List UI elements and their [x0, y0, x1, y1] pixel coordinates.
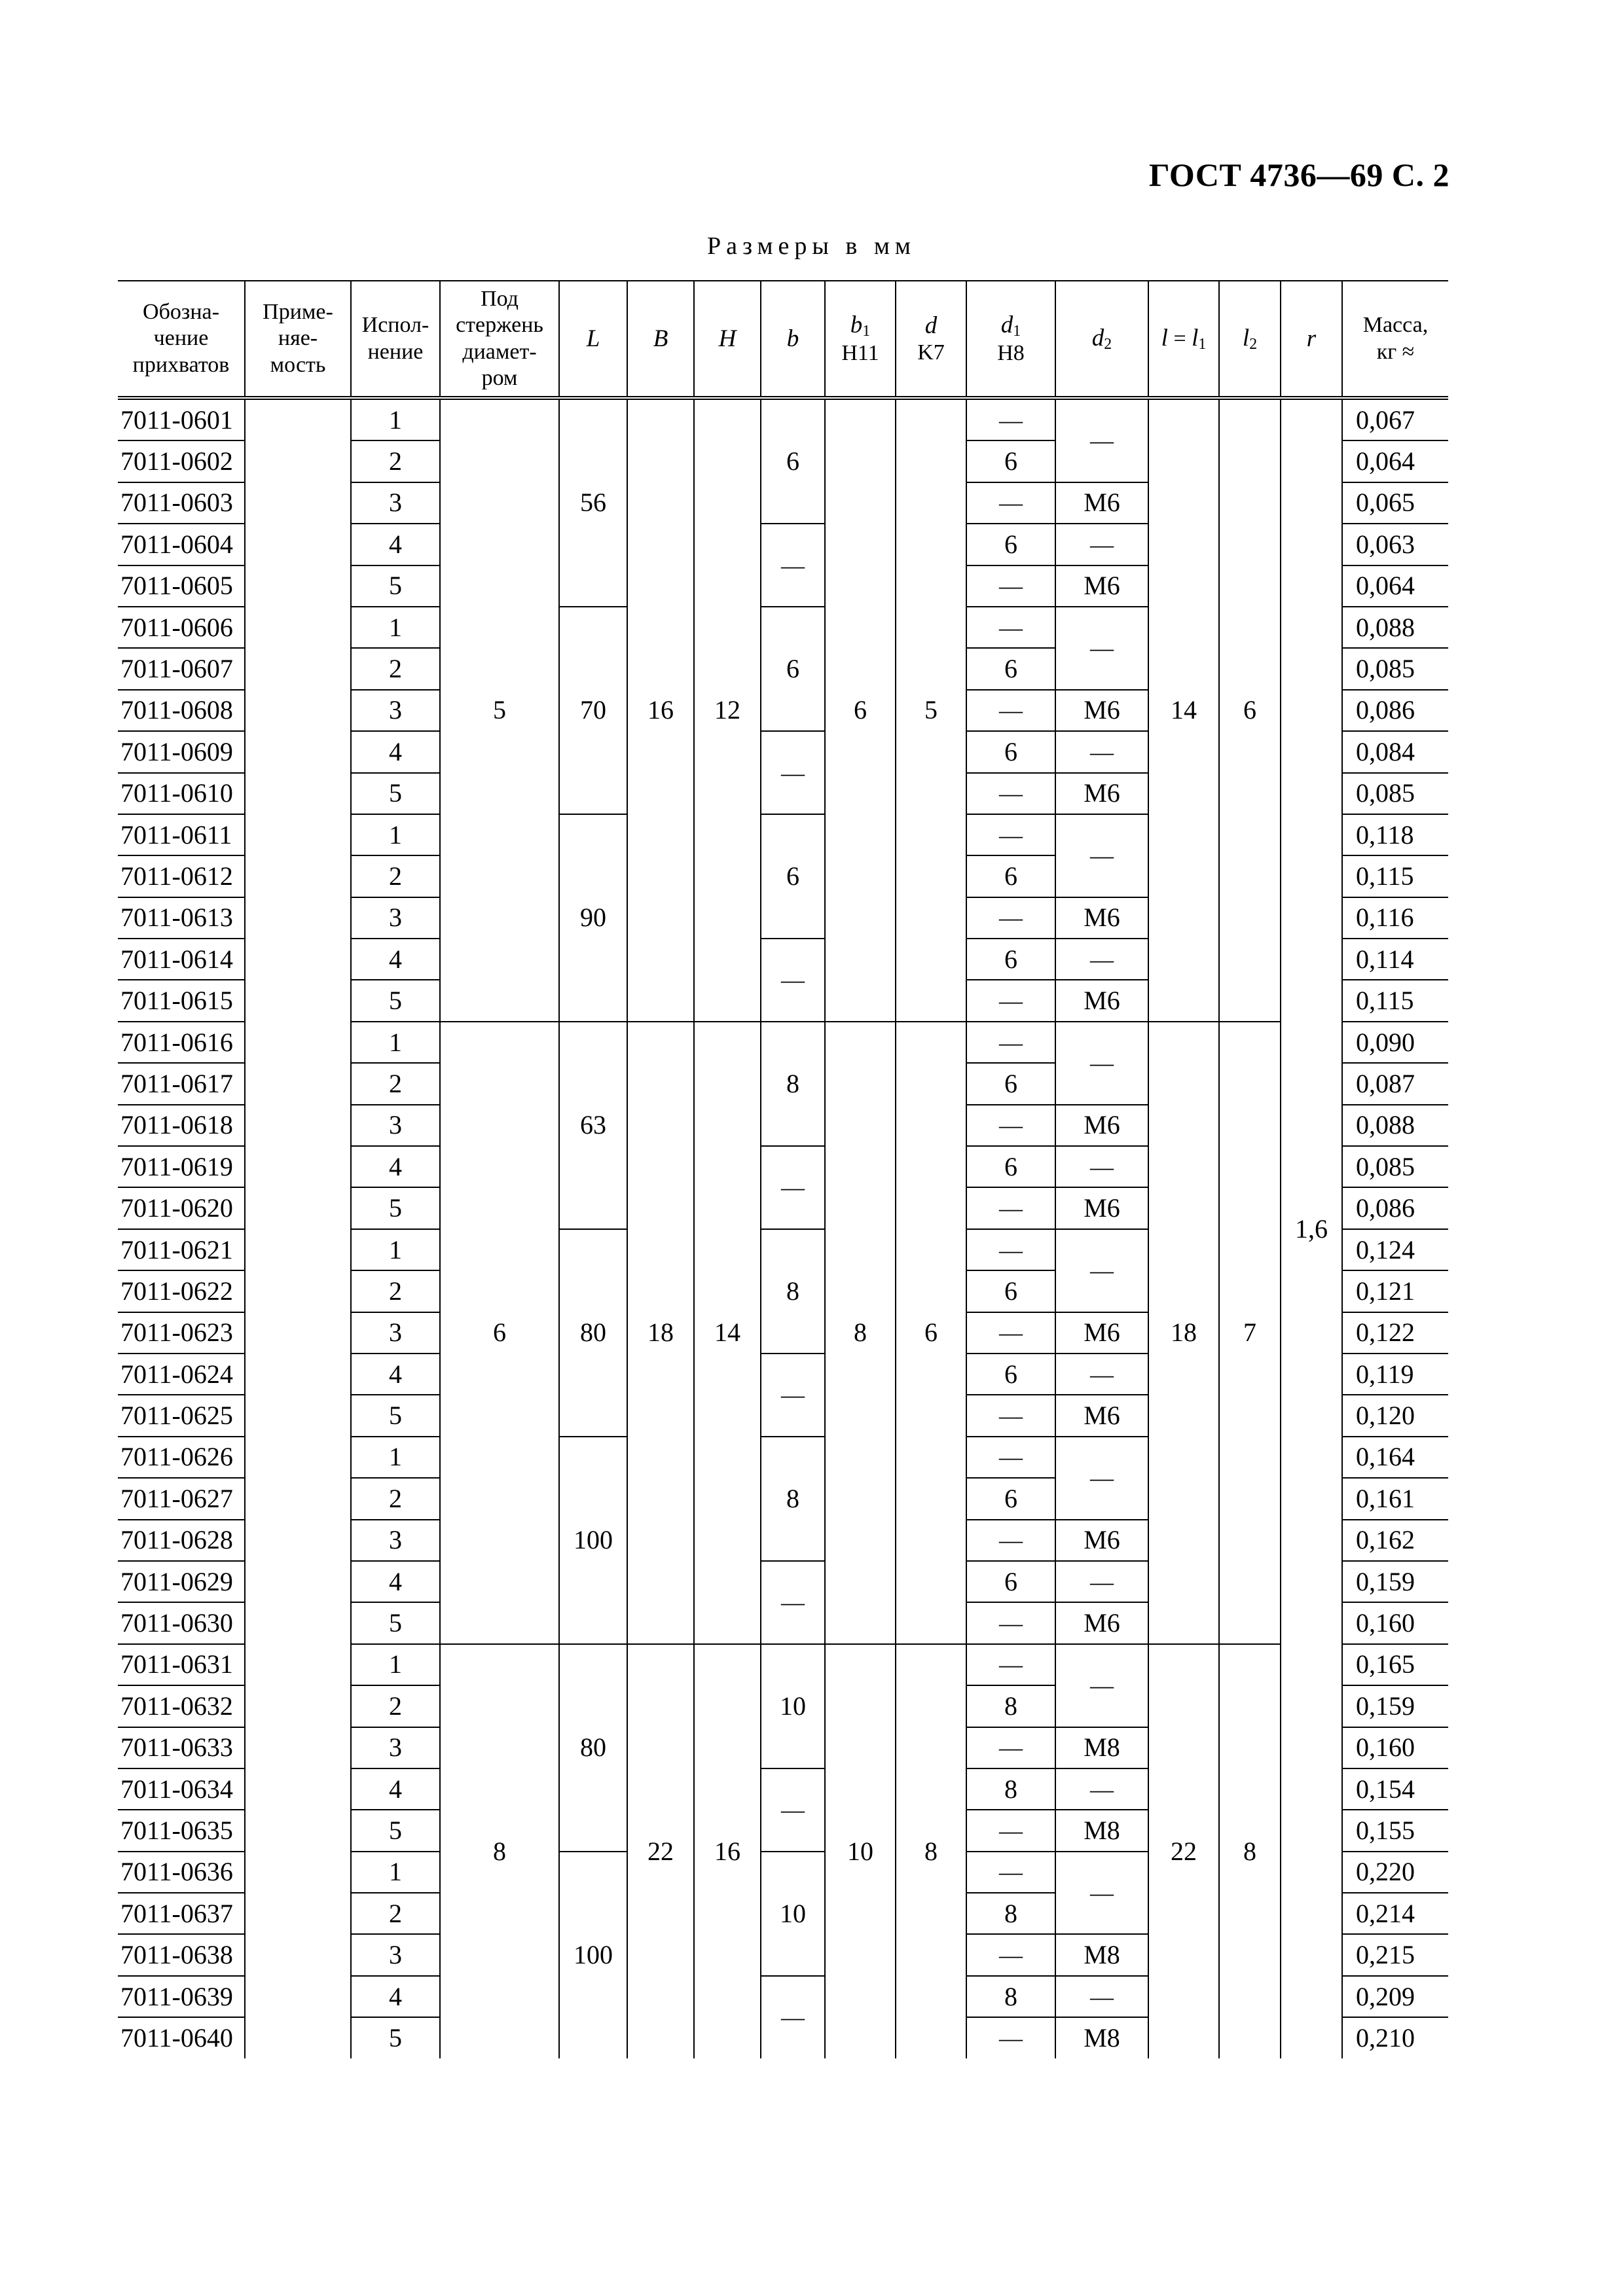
cell-d2: — — [1055, 1354, 1148, 1395]
col-H: H — [694, 281, 761, 398]
cell-b: — — [761, 1768, 825, 1852]
cell-d2: — — [1055, 607, 1148, 690]
cell-mass: 0,220 — [1342, 1852, 1448, 1893]
cell-d2: М6 — [1055, 1602, 1148, 1643]
cell-d1: 6 — [966, 648, 1055, 689]
cell-d1: — — [966, 2017, 1055, 2058]
cell-version: 2 — [351, 1478, 440, 1519]
cell-designation: 7011-0608 — [118, 690, 245, 731]
cell-d2: — — [1055, 1561, 1148, 1602]
cell-mass: 0,087 — [1342, 1063, 1448, 1104]
cell-b: 6 — [761, 814, 825, 939]
cell-d1: 6 — [966, 1478, 1055, 1519]
cell-b1: 6 — [825, 398, 896, 1022]
cell-designation: 7011-0635 — [118, 1810, 245, 1851]
cell-d2: М6 — [1055, 1312, 1148, 1354]
cell-d2: — — [1055, 1229, 1148, 1312]
cell-d1: — — [966, 1395, 1055, 1436]
cell-mass: 0,160 — [1342, 1602, 1448, 1643]
cell-d2: М6 — [1055, 565, 1148, 607]
cell-l: 18 — [1148, 1022, 1219, 1644]
cell-d2: — — [1055, 1644, 1148, 1727]
cell-version: 5 — [351, 773, 440, 814]
cell-version: 4 — [351, 1561, 440, 1602]
cell-d1: 6 — [966, 1270, 1055, 1312]
cell-designation: 7011-0631 — [118, 1644, 245, 1685]
cell-mass: 0,214 — [1342, 1893, 1448, 1934]
cell-designation: 7011-0604 — [118, 524, 245, 565]
cell-version: 1 — [351, 1644, 440, 1685]
cell-mass: 0,085 — [1342, 773, 1448, 814]
cell-l2: 6 — [1219, 398, 1281, 1022]
col-applicability: Приме- няе- мость — [245, 281, 351, 398]
cell-d1: — — [966, 482, 1055, 524]
cell-d1: 8 — [966, 1685, 1055, 1727]
cell-d1: 6 — [966, 939, 1055, 980]
cell-d1: 6 — [966, 731, 1055, 772]
cell-d1: — — [966, 1644, 1055, 1685]
cell-d1: — — [966, 897, 1055, 939]
cell-b: — — [761, 1561, 825, 1644]
cell-mass: 0,088 — [1342, 1105, 1448, 1146]
cell-mass: 0,114 — [1342, 939, 1448, 980]
cell-version: 4 — [351, 524, 440, 565]
cell-designation: 7011-0633 — [118, 1727, 245, 1768]
col-B: B — [627, 281, 694, 398]
cell-designation: 7011-0613 — [118, 897, 245, 939]
cell-version: 2 — [351, 1685, 440, 1727]
cell-d2: — — [1055, 731, 1148, 772]
cell-d2: — — [1055, 1976, 1148, 2017]
col-designation: Обозна- чение прихватов — [118, 281, 245, 398]
cell-designation: 7011-0603 — [118, 482, 245, 524]
cell-d1: — — [966, 1852, 1055, 1893]
cell-mass: 0,159 — [1342, 1685, 1448, 1727]
cell-mass: 0,088 — [1342, 607, 1448, 648]
cell-d2: М6 — [1055, 1105, 1148, 1146]
col-d: d K7 — [896, 281, 966, 398]
cell-mass: 0,115 — [1342, 980, 1448, 1021]
cell-H: 16 — [694, 1644, 761, 2058]
cell-d1: — — [966, 814, 1055, 855]
cell-designation: 7011-0640 — [118, 2017, 245, 2058]
cell-version: 3 — [351, 1520, 440, 1561]
cell-version: 1 — [351, 607, 440, 648]
cell-b: 8 — [761, 1022, 825, 1146]
cell-d2: — — [1055, 814, 1148, 897]
cell-r: 1,6 — [1281, 398, 1342, 2058]
page-header: ГОСТ 4736—69 С. 2 — [1148, 156, 1450, 193]
cell-designation: 7011-0634 — [118, 1768, 245, 1810]
cell-version: 3 — [351, 1105, 440, 1146]
cell-mass: 0,064 — [1342, 565, 1448, 607]
cell-d2: — — [1055, 939, 1148, 980]
cell-d1: — — [966, 690, 1055, 731]
cell-designation: 7011-0630 — [118, 1602, 245, 1643]
cell-l2: 7 — [1219, 1022, 1281, 1644]
cell-mass: 0,064 — [1342, 440, 1448, 482]
cell-version: 4 — [351, 731, 440, 772]
cell-version: 4 — [351, 1146, 440, 1187]
cell-mass: 0,119 — [1342, 1354, 1448, 1395]
cell-d1: — — [966, 1727, 1055, 1768]
cell-version: 5 — [351, 1187, 440, 1229]
cell-d1: — — [966, 1520, 1055, 1561]
cell-version: 3 — [351, 690, 440, 731]
cell-applicability — [245, 398, 351, 2058]
cell-designation: 7011-0639 — [118, 1976, 245, 2017]
cell-mass: 0,210 — [1342, 2017, 1448, 2058]
cell-designation: 7011-0615 — [118, 980, 245, 1021]
cell-version: 3 — [351, 1727, 440, 1768]
cell-rod-diameter: 6 — [440, 1022, 559, 1644]
cell-version: 1 — [351, 1022, 440, 1063]
cell-version: 2 — [351, 440, 440, 482]
cell-mass: 0,086 — [1342, 1187, 1448, 1229]
cell-d2: М6 — [1055, 1187, 1148, 1229]
cell-mass: 0,084 — [1342, 731, 1448, 772]
cell-L: 80 — [559, 1229, 627, 1437]
cell-b1: 8 — [825, 1022, 896, 1644]
table-row — [118, 398, 1448, 440]
cell-d1: — — [966, 1105, 1055, 1146]
col-l: $l = l_1$ — [1148, 281, 1219, 398]
cell-d2: М8 — [1055, 1727, 1148, 1768]
cell-b: — — [761, 524, 825, 607]
cell-version: 5 — [351, 980, 440, 1021]
cell-version: 4 — [351, 1976, 440, 2017]
cell-version: 5 — [351, 1602, 440, 1643]
cell-mass: 0,065 — [1342, 482, 1448, 524]
cell-d2: — — [1055, 524, 1148, 565]
cell-version: 2 — [351, 855, 440, 897]
cell-d: 6 — [896, 1022, 966, 1644]
cell-d2: М8 — [1055, 1810, 1148, 1851]
cell-version: 2 — [351, 648, 440, 689]
cell-d2: М6 — [1055, 482, 1148, 524]
cell-b: — — [761, 1976, 825, 2058]
cell-b: 10 — [761, 1852, 825, 1976]
cell-version: 5 — [351, 2017, 440, 2058]
cell-L: 63 — [559, 1022, 627, 1229]
cell-l2: 8 — [1219, 1644, 1281, 2058]
cell-mass: 0,121 — [1342, 1270, 1448, 1312]
cell-d1: 6 — [966, 1561, 1055, 1602]
cell-version: 2 — [351, 1270, 440, 1312]
cell-version: 4 — [351, 1354, 440, 1395]
cell-designation: 7011-0637 — [118, 1893, 245, 1934]
col-L: L — [559, 281, 627, 398]
cell-d: 5 — [896, 398, 966, 1022]
cell-version: 3 — [351, 1312, 440, 1354]
cell-b: 8 — [761, 1229, 825, 1354]
col-rod-diameter: Под стержень диамет- ром — [440, 281, 559, 398]
cell-B: 18 — [627, 1022, 694, 1644]
cell-version: 1 — [351, 1852, 440, 1893]
cell-version: 1 — [351, 1229, 440, 1270]
cell-designation: 7011-0628 — [118, 1520, 245, 1561]
cell-version: 5 — [351, 1810, 440, 1851]
cell-mass: 0,160 — [1342, 1727, 1448, 1768]
cell-designation: 7011-0614 — [118, 939, 245, 980]
cell-designation: 7011-0612 — [118, 855, 245, 897]
cell-mass: 0,118 — [1342, 814, 1448, 855]
col-mass: Масса, кг ≈ — [1342, 281, 1448, 398]
cell-designation: 7011-0621 — [118, 1229, 245, 1270]
cell-designation: 7011-0609 — [118, 731, 245, 772]
col-d1: $d_1$ H8 — [966, 281, 1055, 398]
cell-d2: — — [1055, 1022, 1148, 1105]
cell-mass: 0,165 — [1342, 1644, 1448, 1685]
cell-mass: 0,085 — [1342, 648, 1448, 689]
cell-designation: 7011-0627 — [118, 1478, 245, 1519]
cell-d1: 6 — [966, 1354, 1055, 1395]
cell-designation: 7011-0618 — [118, 1105, 245, 1146]
cell-mass: 0,090 — [1342, 1022, 1448, 1063]
cell-d2: М6 — [1055, 897, 1148, 939]
cell-b: — — [761, 731, 825, 814]
cell-d1: — — [966, 398, 1055, 440]
cell-d2: — — [1055, 1146, 1148, 1187]
cell-version: 4 — [351, 939, 440, 980]
cell-version: 2 — [351, 1063, 440, 1104]
cell-d1: 6 — [966, 1063, 1055, 1104]
cell-designation: 7011-0626 — [118, 1437, 245, 1478]
cell-designation: 7011-0638 — [118, 1934, 245, 1975]
cell-mass: 0,155 — [1342, 1810, 1448, 1851]
cell-d1: — — [966, 773, 1055, 814]
cell-d1: 6 — [966, 440, 1055, 482]
cell-d2: — — [1055, 1852, 1148, 1935]
col-version: Испол- нение — [351, 281, 440, 398]
cell-d1: 6 — [966, 524, 1055, 565]
cell-d2: М6 — [1055, 1520, 1148, 1561]
cell-d2: — — [1055, 1437, 1148, 1520]
cell-d1: 6 — [966, 1146, 1055, 1187]
cell-designation: 7011-0616 — [118, 1022, 245, 1063]
cell-d2: М6 — [1055, 690, 1148, 731]
col-b: b — [761, 281, 825, 398]
cell-b: 10 — [761, 1644, 825, 1768]
cell-l: 14 — [1148, 398, 1219, 1022]
cell-mass: 0,209 — [1342, 1976, 1448, 2017]
cell-B: 22 — [627, 1644, 694, 2058]
cell-designation: 7011-0632 — [118, 1685, 245, 1727]
cell-L: 100 — [559, 1852, 627, 2058]
cell-designation: 7011-0636 — [118, 1852, 245, 1893]
cell-L: 70 — [559, 607, 627, 814]
cell-designation: 7011-0622 — [118, 1270, 245, 1312]
cell-designation: 7011-0601 — [118, 398, 245, 440]
cell-b: — — [761, 1354, 825, 1437]
cell-d1: 6 — [966, 855, 1055, 897]
cell-designation: 7011-0611 — [118, 814, 245, 855]
cell-d2: М8 — [1055, 1934, 1148, 1975]
cell-d1: — — [966, 1022, 1055, 1063]
cell-version: 5 — [351, 1395, 440, 1436]
cell-d1: — — [966, 1229, 1055, 1270]
cell-L: 56 — [559, 398, 627, 607]
col-b1: $b_1$ H11 — [825, 281, 896, 398]
col-d2: $d_2$ — [1055, 281, 1148, 398]
cell-designation: 7011-0623 — [118, 1312, 245, 1354]
cell-L: 90 — [559, 814, 627, 1022]
cell-mass: 0,161 — [1342, 1478, 1448, 1519]
cell-d1: — — [966, 1810, 1055, 1851]
cell-mass: 0,159 — [1342, 1561, 1448, 1602]
cell-b: 6 — [761, 398, 825, 524]
cell-designation: 7011-0605 — [118, 565, 245, 607]
cell-version: 5 — [351, 565, 440, 607]
cell-mass: 0,124 — [1342, 1229, 1448, 1270]
cell-d2: — — [1055, 1768, 1148, 1810]
cell-b: 8 — [761, 1437, 825, 1561]
cell-d1: — — [966, 1934, 1055, 1975]
clamp-dimensions-table — [118, 280, 1448, 2058]
cell-version: 2 — [351, 1893, 440, 1934]
cell-H: 12 — [694, 398, 761, 1022]
cell-designation: 7011-0610 — [118, 773, 245, 814]
cell-d1: 8 — [966, 1768, 1055, 1810]
cell-d1: — — [966, 1602, 1055, 1643]
cell-version: 1 — [351, 814, 440, 855]
cell-mass: 0,086 — [1342, 690, 1448, 731]
cell-d: 8 — [896, 1644, 966, 2058]
cell-designation: 7011-0619 — [118, 1146, 245, 1187]
cell-l: 22 — [1148, 1644, 1219, 2058]
header-row — [118, 281, 1448, 398]
cell-H: 14 — [694, 1022, 761, 1644]
cell-d2: М8 — [1055, 2017, 1148, 2058]
cell-mass: 0,085 — [1342, 1146, 1448, 1187]
cell-b: — — [761, 1146, 825, 1229]
cell-version: 3 — [351, 482, 440, 524]
cell-mass: 0,120 — [1342, 1395, 1448, 1436]
cell-version: 1 — [351, 398, 440, 440]
cell-version: 1 — [351, 1437, 440, 1478]
col-l2: $l_2$ — [1219, 281, 1281, 398]
cell-d2: М6 — [1055, 1395, 1148, 1436]
cell-d1: — — [966, 1187, 1055, 1229]
cell-designation: 7011-0602 — [118, 440, 245, 482]
cell-d1: — — [966, 565, 1055, 607]
cell-mass: 0,067 — [1342, 398, 1448, 440]
cell-mass: 0,115 — [1342, 855, 1448, 897]
cell-b: 6 — [761, 607, 825, 731]
cell-L: 80 — [559, 1644, 627, 1852]
cell-d1: — — [966, 607, 1055, 648]
cell-designation: 7011-0625 — [118, 1395, 245, 1436]
cell-mass: 0,162 — [1342, 1520, 1448, 1561]
cell-designation: 7011-0620 — [118, 1187, 245, 1229]
cell-mass: 0,164 — [1342, 1437, 1448, 1478]
cell-L: 100 — [559, 1437, 627, 1644]
cell-mass: 0,063 — [1342, 524, 1448, 565]
cell-d1: — — [966, 1437, 1055, 1478]
cell-mass: 0,154 — [1342, 1768, 1448, 1810]
col-r: r — [1281, 281, 1342, 398]
cell-designation: 7011-0607 — [118, 648, 245, 689]
cell-d1: 8 — [966, 1976, 1055, 2017]
cell-mass: 0,215 — [1342, 1934, 1448, 1975]
cell-rod-diameter: 8 — [440, 1644, 559, 2058]
cell-designation: 7011-0624 — [118, 1354, 245, 1395]
cell-d2: — — [1055, 398, 1148, 482]
cell-rod-diameter: 5 — [440, 398, 559, 1022]
cell-designation: 7011-0606 — [118, 607, 245, 648]
units-caption: Размеры в мм — [707, 232, 916, 260]
cell-d2: М6 — [1055, 980, 1148, 1021]
cell-mass: 0,116 — [1342, 897, 1448, 939]
cell-d1: — — [966, 1312, 1055, 1354]
cell-d1: — — [966, 980, 1055, 1021]
cell-designation: 7011-0617 — [118, 1063, 245, 1104]
cell-mass: 0,122 — [1342, 1312, 1448, 1354]
cell-b1: 10 — [825, 1644, 896, 2058]
cell-d2: М6 — [1055, 773, 1148, 814]
cell-designation: 7011-0629 — [118, 1561, 245, 1602]
cell-version: 4 — [351, 1768, 440, 1810]
cell-b: — — [761, 939, 825, 1022]
cell-version: 3 — [351, 1934, 440, 1975]
cell-d1: 8 — [966, 1893, 1055, 1934]
cell-version: 3 — [351, 897, 440, 939]
cell-B: 16 — [627, 398, 694, 1022]
